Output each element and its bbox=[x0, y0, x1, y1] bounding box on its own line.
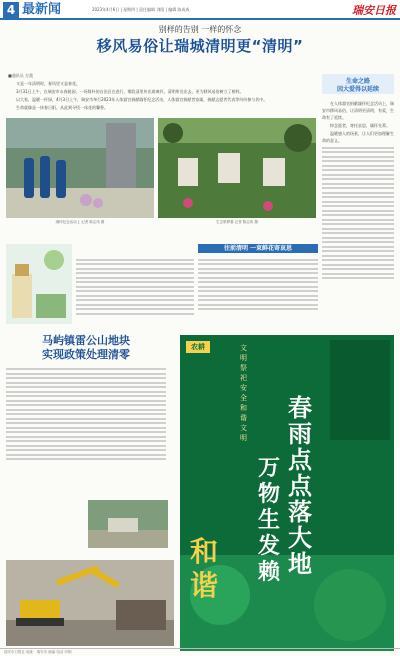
text-line bbox=[322, 223, 394, 225]
text-line bbox=[322, 273, 394, 275]
text-line bbox=[76, 295, 194, 297]
text-line bbox=[322, 169, 394, 171]
text-line bbox=[6, 386, 166, 388]
banner-line1: 春雨点点落大地 bbox=[288, 393, 312, 578]
lead-paragraph: 生命就像是一抹春日阳，从此刻寻找一丝花的馨香。 bbox=[16, 105, 108, 110]
banner-column-text: 文明祭祀安全和谐文明 bbox=[240, 344, 247, 442]
text-line bbox=[76, 290, 194, 292]
text-line bbox=[322, 183, 394, 185]
sidebar-heading-box bbox=[322, 74, 394, 94]
text-line bbox=[322, 250, 394, 252]
article-kicker: 别样的告别 一样的怀念 bbox=[158, 25, 242, 34]
text-line bbox=[6, 454, 166, 456]
text-line bbox=[322, 214, 394, 216]
text-line bbox=[322, 156, 394, 158]
text-line bbox=[322, 187, 394, 189]
text-line bbox=[198, 277, 318, 279]
text-line bbox=[6, 395, 166, 397]
text-line bbox=[198, 286, 318, 288]
text-line bbox=[322, 237, 394, 239]
text-line bbox=[322, 151, 394, 153]
right-column-paragraph: 温暖感人的场景，让人们更加理解生命的意义。 bbox=[322, 131, 394, 143]
text-line bbox=[76, 299, 194, 301]
text-line bbox=[6, 391, 166, 393]
text-line bbox=[6, 436, 166, 438]
text-line bbox=[6, 404, 166, 406]
text-line bbox=[198, 290, 318, 292]
text-line bbox=[198, 281, 318, 283]
text-line bbox=[76, 263, 194, 265]
lead-paragraph: 3月31日上午，在瑞安市永春陵园，一场简朴的自治区在进行，哪段清里传出难离怀，清明所送出去，更为移风易俗树立了榜样。 bbox=[16, 89, 244, 94]
text-line bbox=[76, 259, 194, 261]
text-line bbox=[6, 445, 166, 447]
text-line bbox=[6, 440, 166, 442]
text-line bbox=[76, 281, 194, 283]
text-line bbox=[76, 277, 194, 279]
text-line bbox=[6, 368, 166, 370]
banner-tag: 农耕 bbox=[186, 341, 210, 353]
story2-headline-line1: 马屿镇雷公山地块 bbox=[42, 334, 130, 347]
article-byline: ■通讯员 方震 bbox=[8, 73, 34, 78]
sidebar-heading-line1: 生命之路 bbox=[345, 78, 370, 85]
story2-headline-line2: 实现政策处理清零 bbox=[42, 348, 130, 361]
text-line bbox=[322, 201, 394, 203]
lead-paragraph: 又是一年清明时，春风里又是春花。 bbox=[16, 81, 80, 86]
right-column-text bbox=[322, 100, 394, 282]
right-column-paragraph: 悼念逝者，寄托哀思，缅怀先辈。 bbox=[330, 123, 390, 128]
page-number: 4 bbox=[3, 2, 19, 18]
section-title: 最新闻 bbox=[22, 2, 62, 17]
text-line bbox=[198, 268, 318, 270]
text-line bbox=[76, 286, 194, 288]
text-line bbox=[76, 304, 194, 306]
page-header bbox=[0, 0, 400, 20]
text-line bbox=[198, 295, 318, 297]
text-line bbox=[6, 418, 166, 420]
text-line bbox=[6, 413, 166, 415]
text-line bbox=[6, 431, 166, 433]
text-line bbox=[76, 268, 194, 270]
text-line bbox=[322, 205, 394, 207]
text-line bbox=[322, 219, 394, 221]
page-footer: 瑞安市日报社 地址：瑞安市 邮编 电话 印刷 bbox=[0, 648, 400, 656]
text-line bbox=[6, 449, 166, 451]
text-line bbox=[198, 308, 318, 310]
newspaper-logo: 瑞安日报 bbox=[352, 4, 396, 17]
text-line bbox=[322, 246, 394, 248]
text-line bbox=[76, 272, 194, 274]
memorial-photo-left bbox=[6, 118, 154, 218]
photo-caption-left: 缅怀纪念活动上 记者 陈志伟 摄 bbox=[55, 220, 105, 224]
issue-info: 2023年4月6日 | 星期四 | 责任编辑 刘阳 | 编辑 陈成成 bbox=[92, 7, 190, 12]
lead-paragraph: 以大家，温暖一抔绿，4月3日上午，瑞安市举行2023年人体器官捐献缅怀纪念活动，人体器官捐献者家属，捐献志愿者代表等纷纷参与其中。 bbox=[16, 97, 268, 102]
text-line bbox=[198, 304, 318, 306]
text-line bbox=[322, 147, 394, 149]
article-lead bbox=[8, 80, 314, 112]
banner-line2: 万物生发赖 bbox=[258, 455, 281, 585]
right-column-paragraph: 在人体器官捐献缅怀纪念活动上，瑞安市移风易俗，让清明更清明，有爱，生命有了延续。 bbox=[322, 101, 394, 120]
text-line bbox=[322, 160, 394, 162]
text-line bbox=[6, 458, 166, 460]
text-line bbox=[322, 259, 394, 261]
text-line bbox=[322, 210, 394, 212]
text-line bbox=[76, 313, 194, 315]
sidebar-heading-line2: 因大爱得以延续 bbox=[336, 86, 379, 93]
excavator-photo bbox=[6, 560, 174, 646]
text-line bbox=[322, 165, 394, 167]
text-line bbox=[198, 259, 318, 261]
banner-line3: 和谐 bbox=[190, 535, 219, 602]
text-line bbox=[198, 299, 318, 301]
memorial-photo-right bbox=[158, 118, 316, 218]
text-line bbox=[6, 382, 166, 384]
qingming-poster bbox=[6, 244, 72, 324]
text-line bbox=[322, 228, 394, 230]
text-line bbox=[322, 277, 394, 279]
text-line bbox=[6, 409, 166, 411]
text-line bbox=[322, 192, 394, 194]
text-line bbox=[322, 174, 394, 176]
text-line bbox=[322, 178, 394, 180]
text-line bbox=[322, 268, 394, 270]
text-line bbox=[6, 422, 166, 424]
photo-caption-right: 生态殡葬墓 记者 陈志伟 摄 bbox=[216, 220, 258, 224]
mid-center-column bbox=[198, 256, 318, 313]
text-line bbox=[76, 308, 194, 310]
construction-photo-small bbox=[88, 500, 168, 548]
qingming-banner bbox=[180, 335, 394, 651]
text-line bbox=[322, 264, 394, 266]
text-line bbox=[198, 272, 318, 274]
text-line bbox=[6, 377, 166, 379]
text-line bbox=[322, 196, 394, 198]
text-line bbox=[6, 427, 166, 429]
text-line bbox=[322, 241, 394, 243]
mid-left-column bbox=[76, 256, 194, 317]
text-line bbox=[322, 232, 394, 234]
text-line bbox=[6, 400, 166, 402]
article-headline: 移风易俗让瑞城清明更“清明” bbox=[96, 37, 304, 55]
text-line bbox=[198, 263, 318, 265]
section-bar: 往前清明 一束鲜花寄哀思 bbox=[198, 244, 318, 253]
text-line bbox=[6, 373, 166, 375]
story2 bbox=[6, 334, 166, 463]
text-line bbox=[322, 255, 394, 257]
